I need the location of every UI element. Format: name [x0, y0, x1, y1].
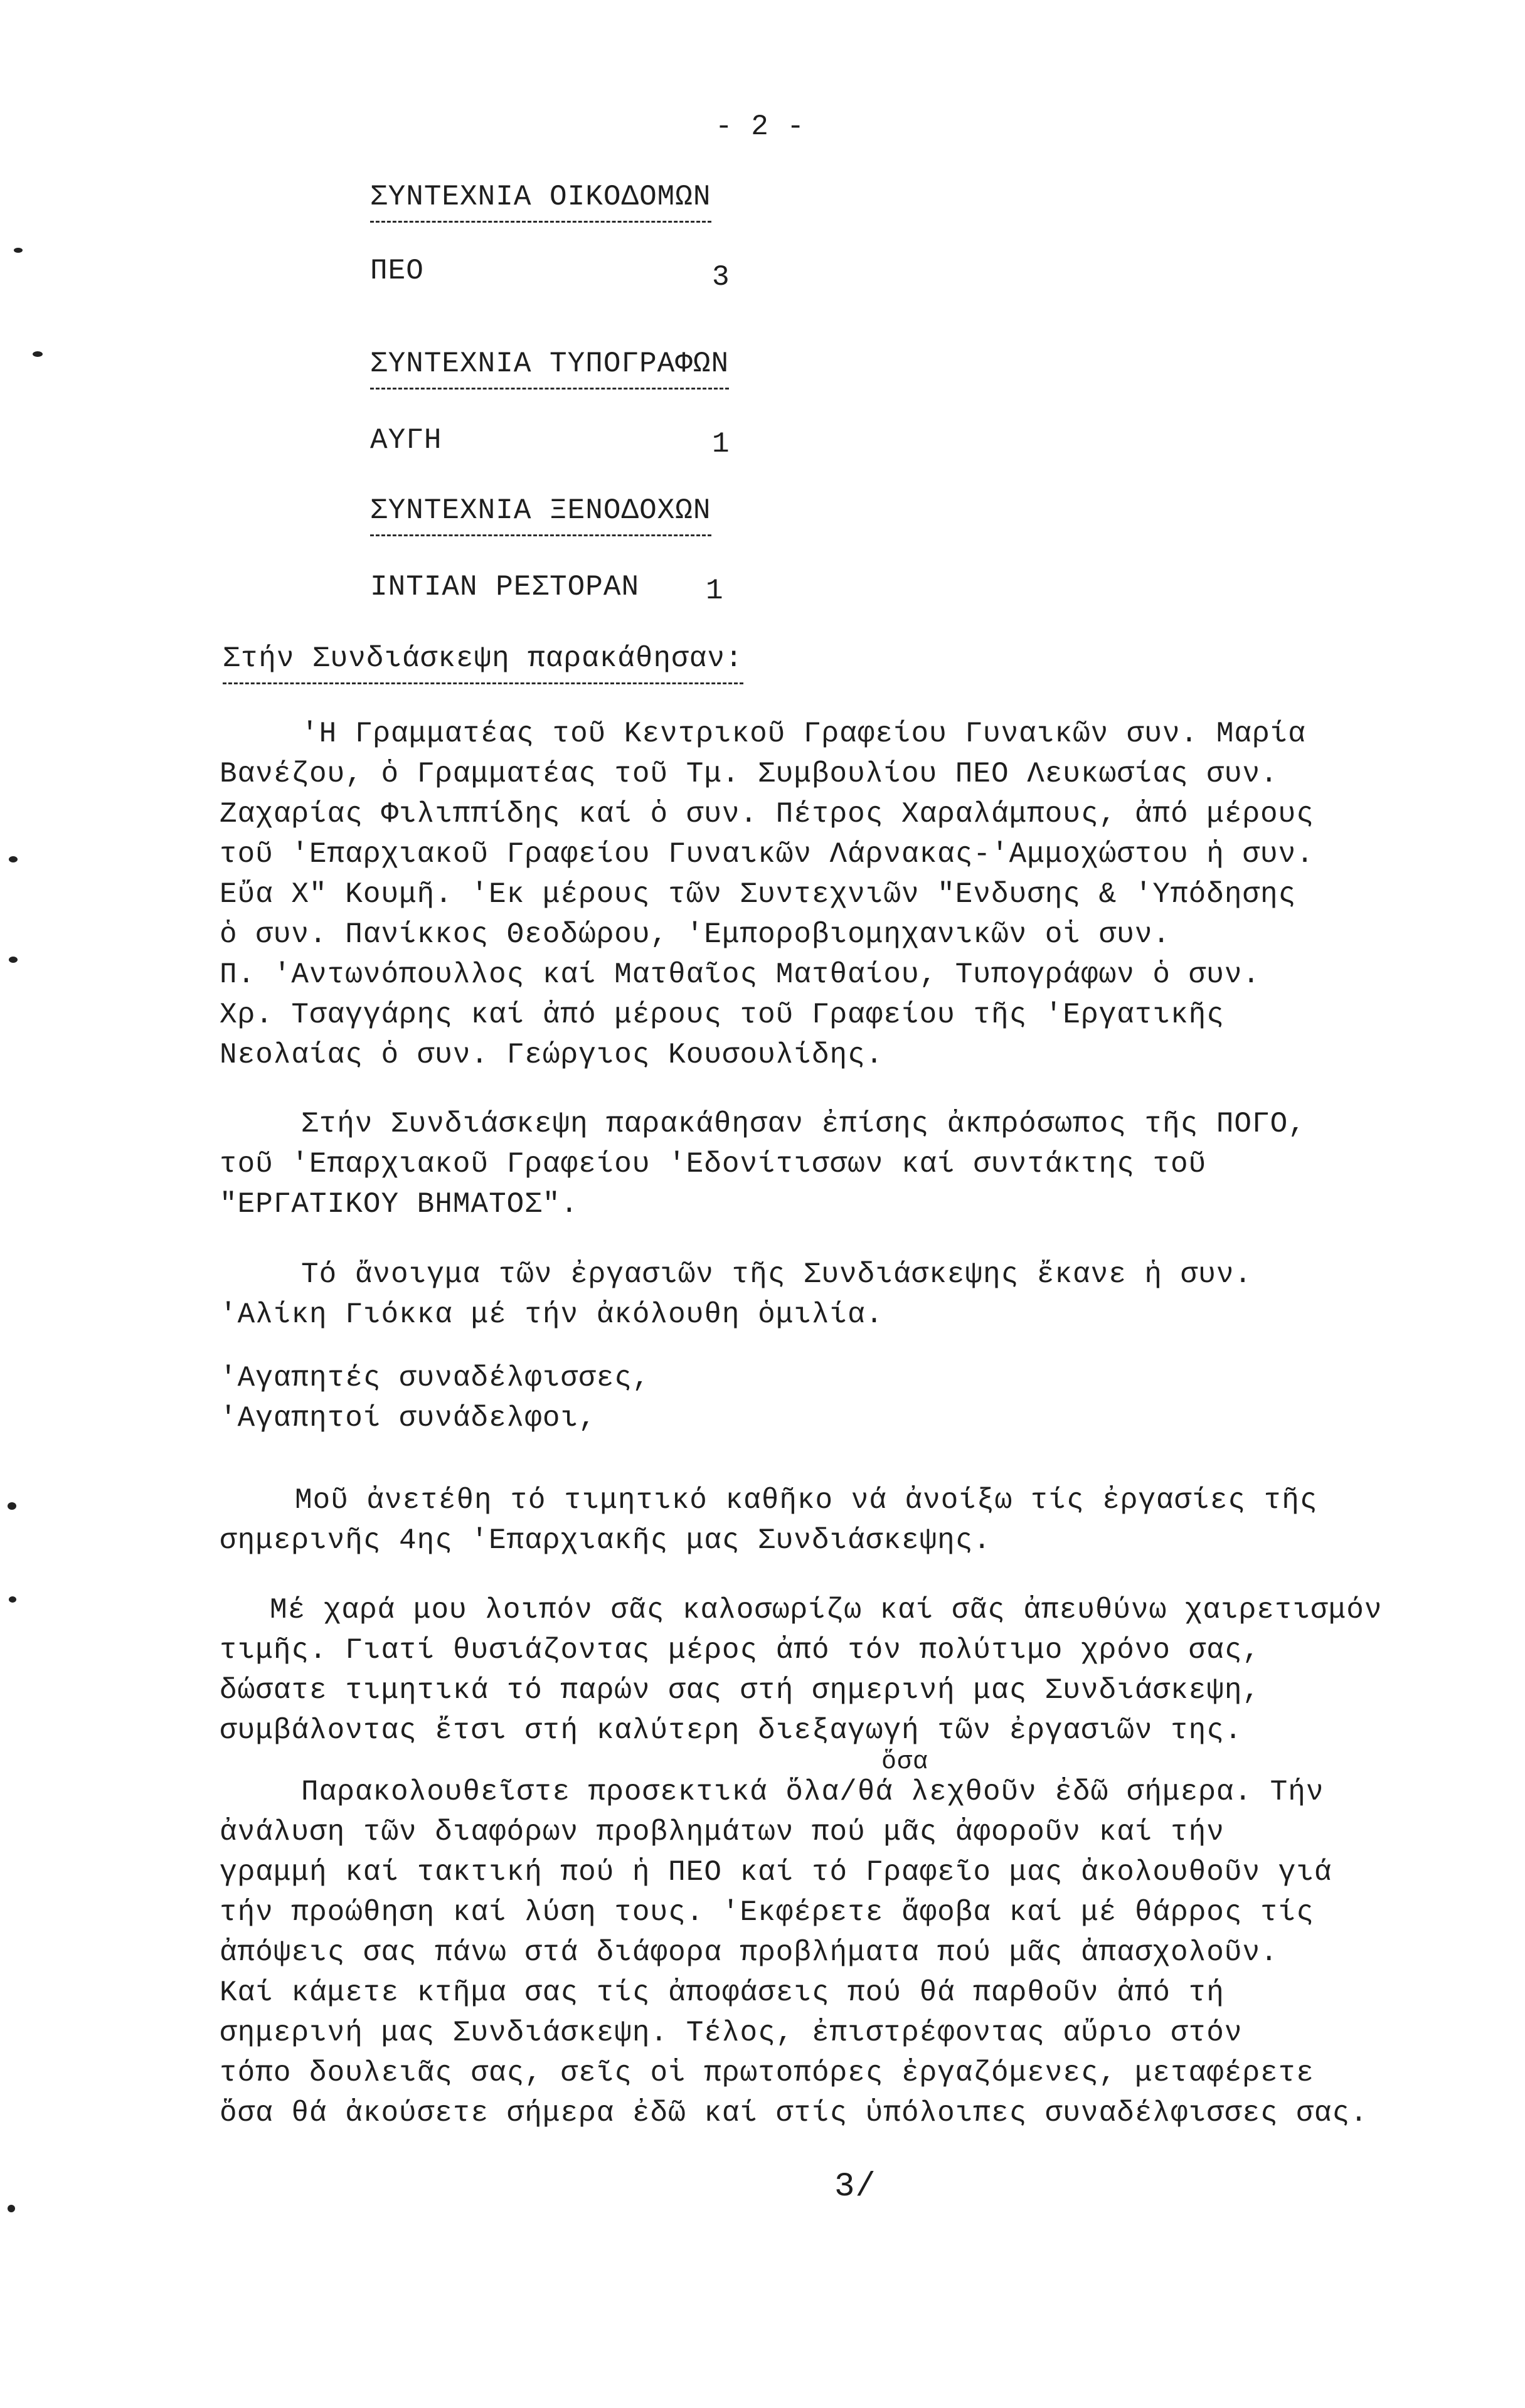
scan-mark	[9, 856, 18, 862]
text-line: 'Η Γραμματέας τοῦ Κεντρικοῦ Γραφείου Γυναικῶν συν. Μαρία	[301, 718, 1306, 750]
union-count-3: 1	[706, 575, 724, 607]
page-number: - 2 -	[715, 110, 805, 143]
text-line: τόπο δουλειᾶς σας, σεῖς οἱ πρωτοπόρες ἐργαζόμενες, μεταφέρετε	[220, 2057, 1314, 2089]
text-line: Καί κάμετε κτῆμα σας τίς ἀποφάσεις πού θά παρθοῦν ἀπό τή	[220, 1976, 1225, 2009]
union-name-3: ΙΝΤΙΑΝ ΡΕΣΤΟΡΑΝ	[370, 571, 640, 603]
scan-mark	[9, 1596, 16, 1603]
text-line: σημερινῆς 4ης 'Επαρχιακῆς μας Συνδιάσκεψης.	[220, 1524, 991, 1557]
scan-mark	[14, 248, 23, 253]
paragraph-opening	[220, 1254, 1252, 1335]
scan-mark	[8, 2205, 15, 2212]
scan-mark	[8, 1502, 16, 1510]
text-line: 'Αγαπητές συναδέλφισσες,	[220, 1362, 651, 1394]
attendees-heading: Στήν Συνδιάσκεψη παρακάθησαν:	[223, 639, 743, 684]
union-heading-3: ΣΥΝΤΕΧΝΙΑ ΞΕΝΟΔΟΧΩΝ	[370, 491, 711, 536]
text-line: Εὔα Χ" Κουμῆ. 'Εκ μέρους τῶν Συντεχνιῶν "Ενδυσης & 'Υπόδησης	[220, 878, 1297, 911]
insertion-note: ὅσα	[881, 1748, 929, 1776]
next-page-marker: 3/	[834, 2168, 876, 2206]
paragraph-follow	[220, 1772, 1368, 2133]
text-line: ἀνάλυση τῶν διαφόρων προβλημάτων πού μᾶς ἀφοροῦν καί τήν	[220, 1816, 1225, 1848]
text-line: "ΕΡΓΑΤΙΚΟΥ ΒΗΜΑΤΟΣ".	[220, 1188, 579, 1221]
text-line: συμβάλοντας ἔτσι στή καλύτερη διεξαγωγή τῶν ἐργασιῶν της.	[220, 1714, 1243, 1747]
paragraph-attendees	[220, 714, 1314, 1075]
text-line: γραμμή καί τακτική πού ἡ ΠΕΟ καί τό Γραφεῖο μας ἀκολουθοῦν γιά	[220, 1856, 1332, 1889]
salutation	[220, 1358, 651, 1438]
text-line: τήν προώθηση καί λύση τους. 'Εκφέρετε ἄφοβα καί μέ θάρρος τίς	[220, 1896, 1314, 1929]
text-line: 'Αγαπητοί συνάδελφοι,	[220, 1402, 597, 1435]
text-line: ὁ συν. Πανίκκος Θεοδώρου, 'Εμποροβιομηχανικῶν οἱ συν.	[220, 918, 1171, 951]
text-line: Π. 'Αντωνόπουλλος καί Ματθαῖος Ματθαίου, Τυπογράφων ὁ συν.	[220, 958, 1261, 991]
text-line: Χρ. Τσαγγάρης καί ἀπό μέρους τοῦ Γραφείου τῆς 'Εργατικῆς	[220, 999, 1225, 1031]
text-line: 'Αλίκη Γιόκκα μέ τήν ἀκόλουθη ὁμιλία.	[220, 1298, 884, 1331]
union-heading-1: ΣΥΝΤΕΧΝΙΑ ΟΙΚΟΔΟΜΩΝ	[370, 177, 711, 223]
union-count-1: 3	[712, 261, 730, 294]
text-line: σημερινή μας Συνδιάσκεψη. Τέλος, ἐπιστρέφοντας αὔριο στόν	[220, 2017, 1243, 2049]
text-line: τιμῆς. Γιατί θυσιάζοντας μέρος ἀπό τόν πολύτιμο χρόνο σας,	[220, 1634, 1261, 1667]
text-line: Βανέζου, ὁ Γραμματέας τοῦ Τμ. Συμβουλίου ΠΕΟ Λευκωσίας συν.	[220, 758, 1278, 790]
text-line: Μοῦ ἀνετέθη τό τιμητικό καθῆκο νά ἀνοίξω τίς ἐργασίες τῆς	[295, 1484, 1318, 1517]
text-line: Τό ἄνοιγμα τῶν ἐργασιῶν τῆς Συνδιάσκεψης ἔκανε ἡ συν.	[301, 1258, 1253, 1291]
scan-mark	[33, 351, 43, 357]
text-line: Στήν Συνδιάσκεψη παρακάθησαν ἐπίσης ἀκπρόσωπος τῆς ΠΟΓΟ,	[301, 1108, 1306, 1140]
text-line: Ζαχαρίας Φιλιππίδης καί ὁ συν. Πέτρος Χαραλάμπους, ἀπό μέρους	[220, 798, 1314, 830]
union-name-2: ΑΥΓΗ	[370, 424, 442, 457]
text-line: Νεολαίας ὁ συν. Γεώργιος Κουσουλίδης.	[220, 1039, 884, 1071]
paragraph-also-attended	[220, 1104, 1306, 1224]
text-line: ὅσα θά ἀκούσετε σήμερα ἐδῶ καί στίς ὑπόλοιπες συναδέλφισσες σας.	[220, 2097, 1368, 2130]
text-line: τοῦ 'Επαρχιακοῦ Γραφείου 'Εδονίτισσων καί συντάκτης τοῦ	[220, 1148, 1207, 1180]
paragraph-welcome	[220, 1590, 1382, 1751]
text-line: Μέ χαρά μου λοιπόν σᾶς καλοσωρίζω καί σᾶς ἀπευθύνω χαιρετισμόν	[270, 1594, 1383, 1626]
scan-mark	[9, 957, 18, 963]
text-line: τοῦ 'Επαρχιακοῦ Γραφείου Γυναικῶν Λάρνακας-'Αμμοχώστου ἡ συν.	[220, 838, 1314, 871]
union-name-1: ΠΕΟ	[370, 255, 424, 287]
text-line: δώσατε τιμητικά τό παρών σας στή σημερινή μας Συνδιάσκεψη,	[220, 1674, 1261, 1707]
union-heading-2: ΣΥΝΤΕΧΝΙΑ ΤΥΠΟΓΡΑΦΩΝ	[370, 344, 729, 390]
text-line: Παρακολουθεῖστε προσεκτικά ὅλα/θά λεχθοῦν ἐδῶ σήμερα. Τήν	[301, 1776, 1324, 1808]
text-line: ἀπόψεις σας πάνω στά διάφορα προβλήματα πού μᾶς ἀπασχολοῦν.	[220, 1936, 1278, 1969]
paragraph-honour	[220, 1480, 1317, 1561]
union-count-2: 1	[712, 428, 730, 460]
